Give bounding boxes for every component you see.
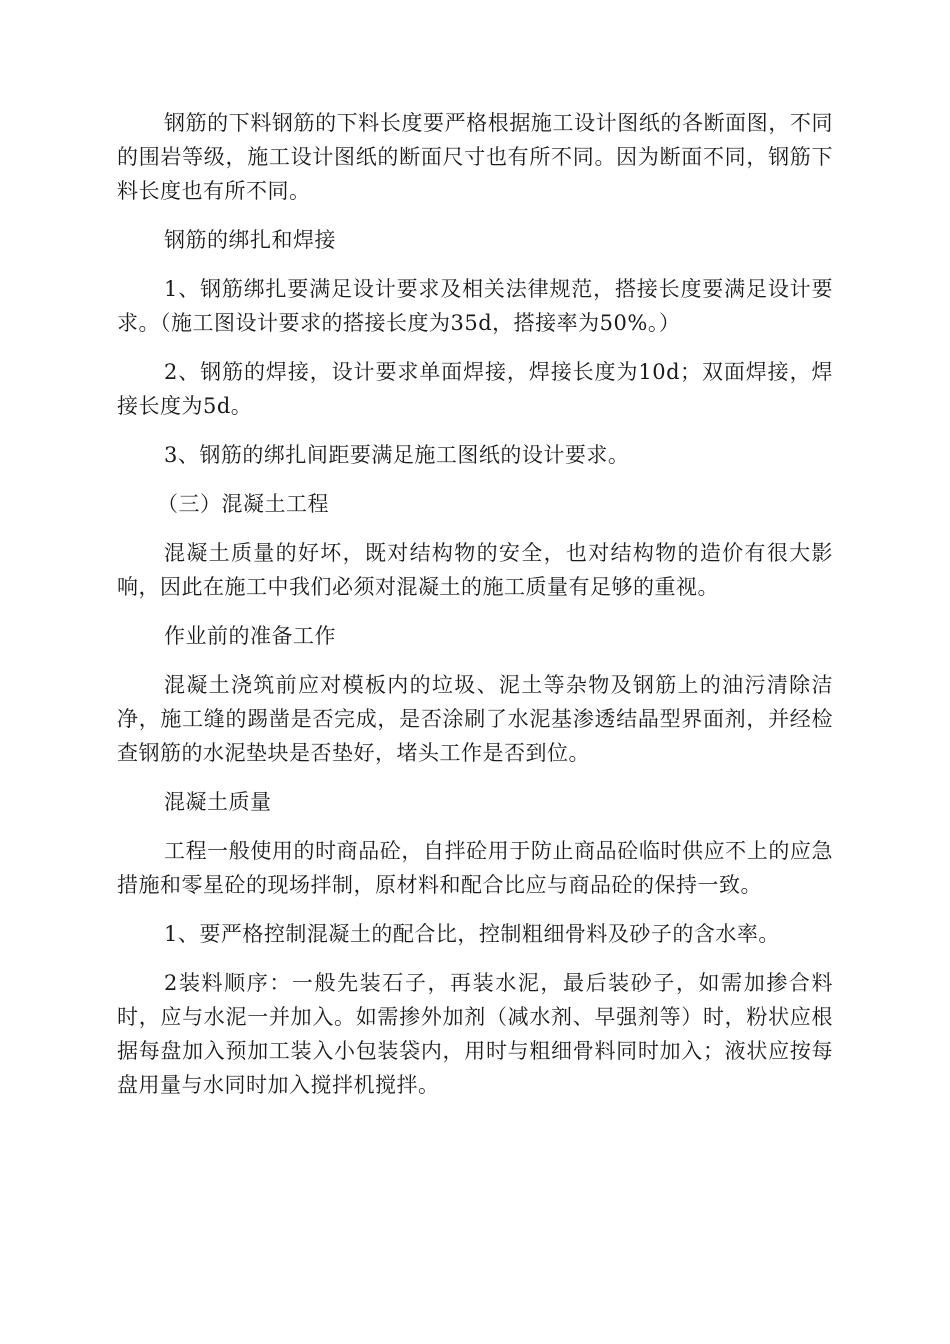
heading-concrete-works: （三）混凝土工程 xyxy=(157,492,329,516)
heading-preparation-work: 作业前的准备工作 xyxy=(164,624,336,648)
paragraph-concrete-quality-importance: 混凝土质量的好坏，既对结构物的安全，也对结构物的造价有很大影响，因此在施工中我们必须对混凝土的施工质量有足够的重视。 xyxy=(117,541,833,599)
paragraph-mix-ratio-control: 1、要严格控制混凝土的配合比，控制粗细骨料及砂子的含水率。 xyxy=(164,922,780,946)
paragraph-rebar-cutting: 钢筋的下料钢筋的下料长度要严格根据施工设计图纸的各断面图，不同的围岩等级，施工设计图纸的断面尺寸也有所不同。因为断面不同，钢筋下料长度也有所不同。 xyxy=(117,111,833,203)
paragraph-binding-spacing: 3、钢筋的绑扎间距要满足施工图纸的设计要求。 xyxy=(164,443,630,467)
document-body xyxy=(117,106,833,1117)
heading-concrete-quality: 混凝土质量 xyxy=(164,790,272,814)
paragraph-loading-sequence: 2装料顺序：一般先装石子，再装水泥，最后装砂子，如需加掺合料时，应与水泥一并加入。如需掺外加剂（减水剂、早强剂等）时，粉状应根据每盘加入预加工装入小包装袋内，用时与粗细骨料同时加入；液状应按每盘用量与水同时加入搅拌机搅拌。 xyxy=(117,971,833,1097)
heading-rebar-binding-welding: 钢筋的绑扎和焊接 xyxy=(164,228,336,252)
paragraph-welding-requirement: 2、钢筋的焊接，设计要求单面焊接，焊接长度为10d；双面焊接，焊接长度为5d。 xyxy=(117,360,833,418)
paragraph-preparation-details: 混凝土浇筑前应对模板内的垃圾、泥土等杂物及钢筋上的油污清除洁净，施工缝的踢凿是否完成，是否涂刷了水泥基渗透结晶型界面剂，并经检查钢筋的水泥垫块是否垫好，堵头工作是否到位。 xyxy=(117,673,833,765)
paragraph-binding-requirement: 1、钢筋绑扎要满足设计要求及相关法律规范，搭接长度要满足设计要求。（施工图设计要求的搭接长度为35d，搭接率为50%。） xyxy=(117,277,833,335)
paragraph-commercial-concrete: 工程一般使用的时商品砼，自拌砼用于防止商品砼临时供应不上的应急措施和零星砼的现场拌制，原材料和配合比应与商品砼的保持一致。 xyxy=(117,839,833,897)
